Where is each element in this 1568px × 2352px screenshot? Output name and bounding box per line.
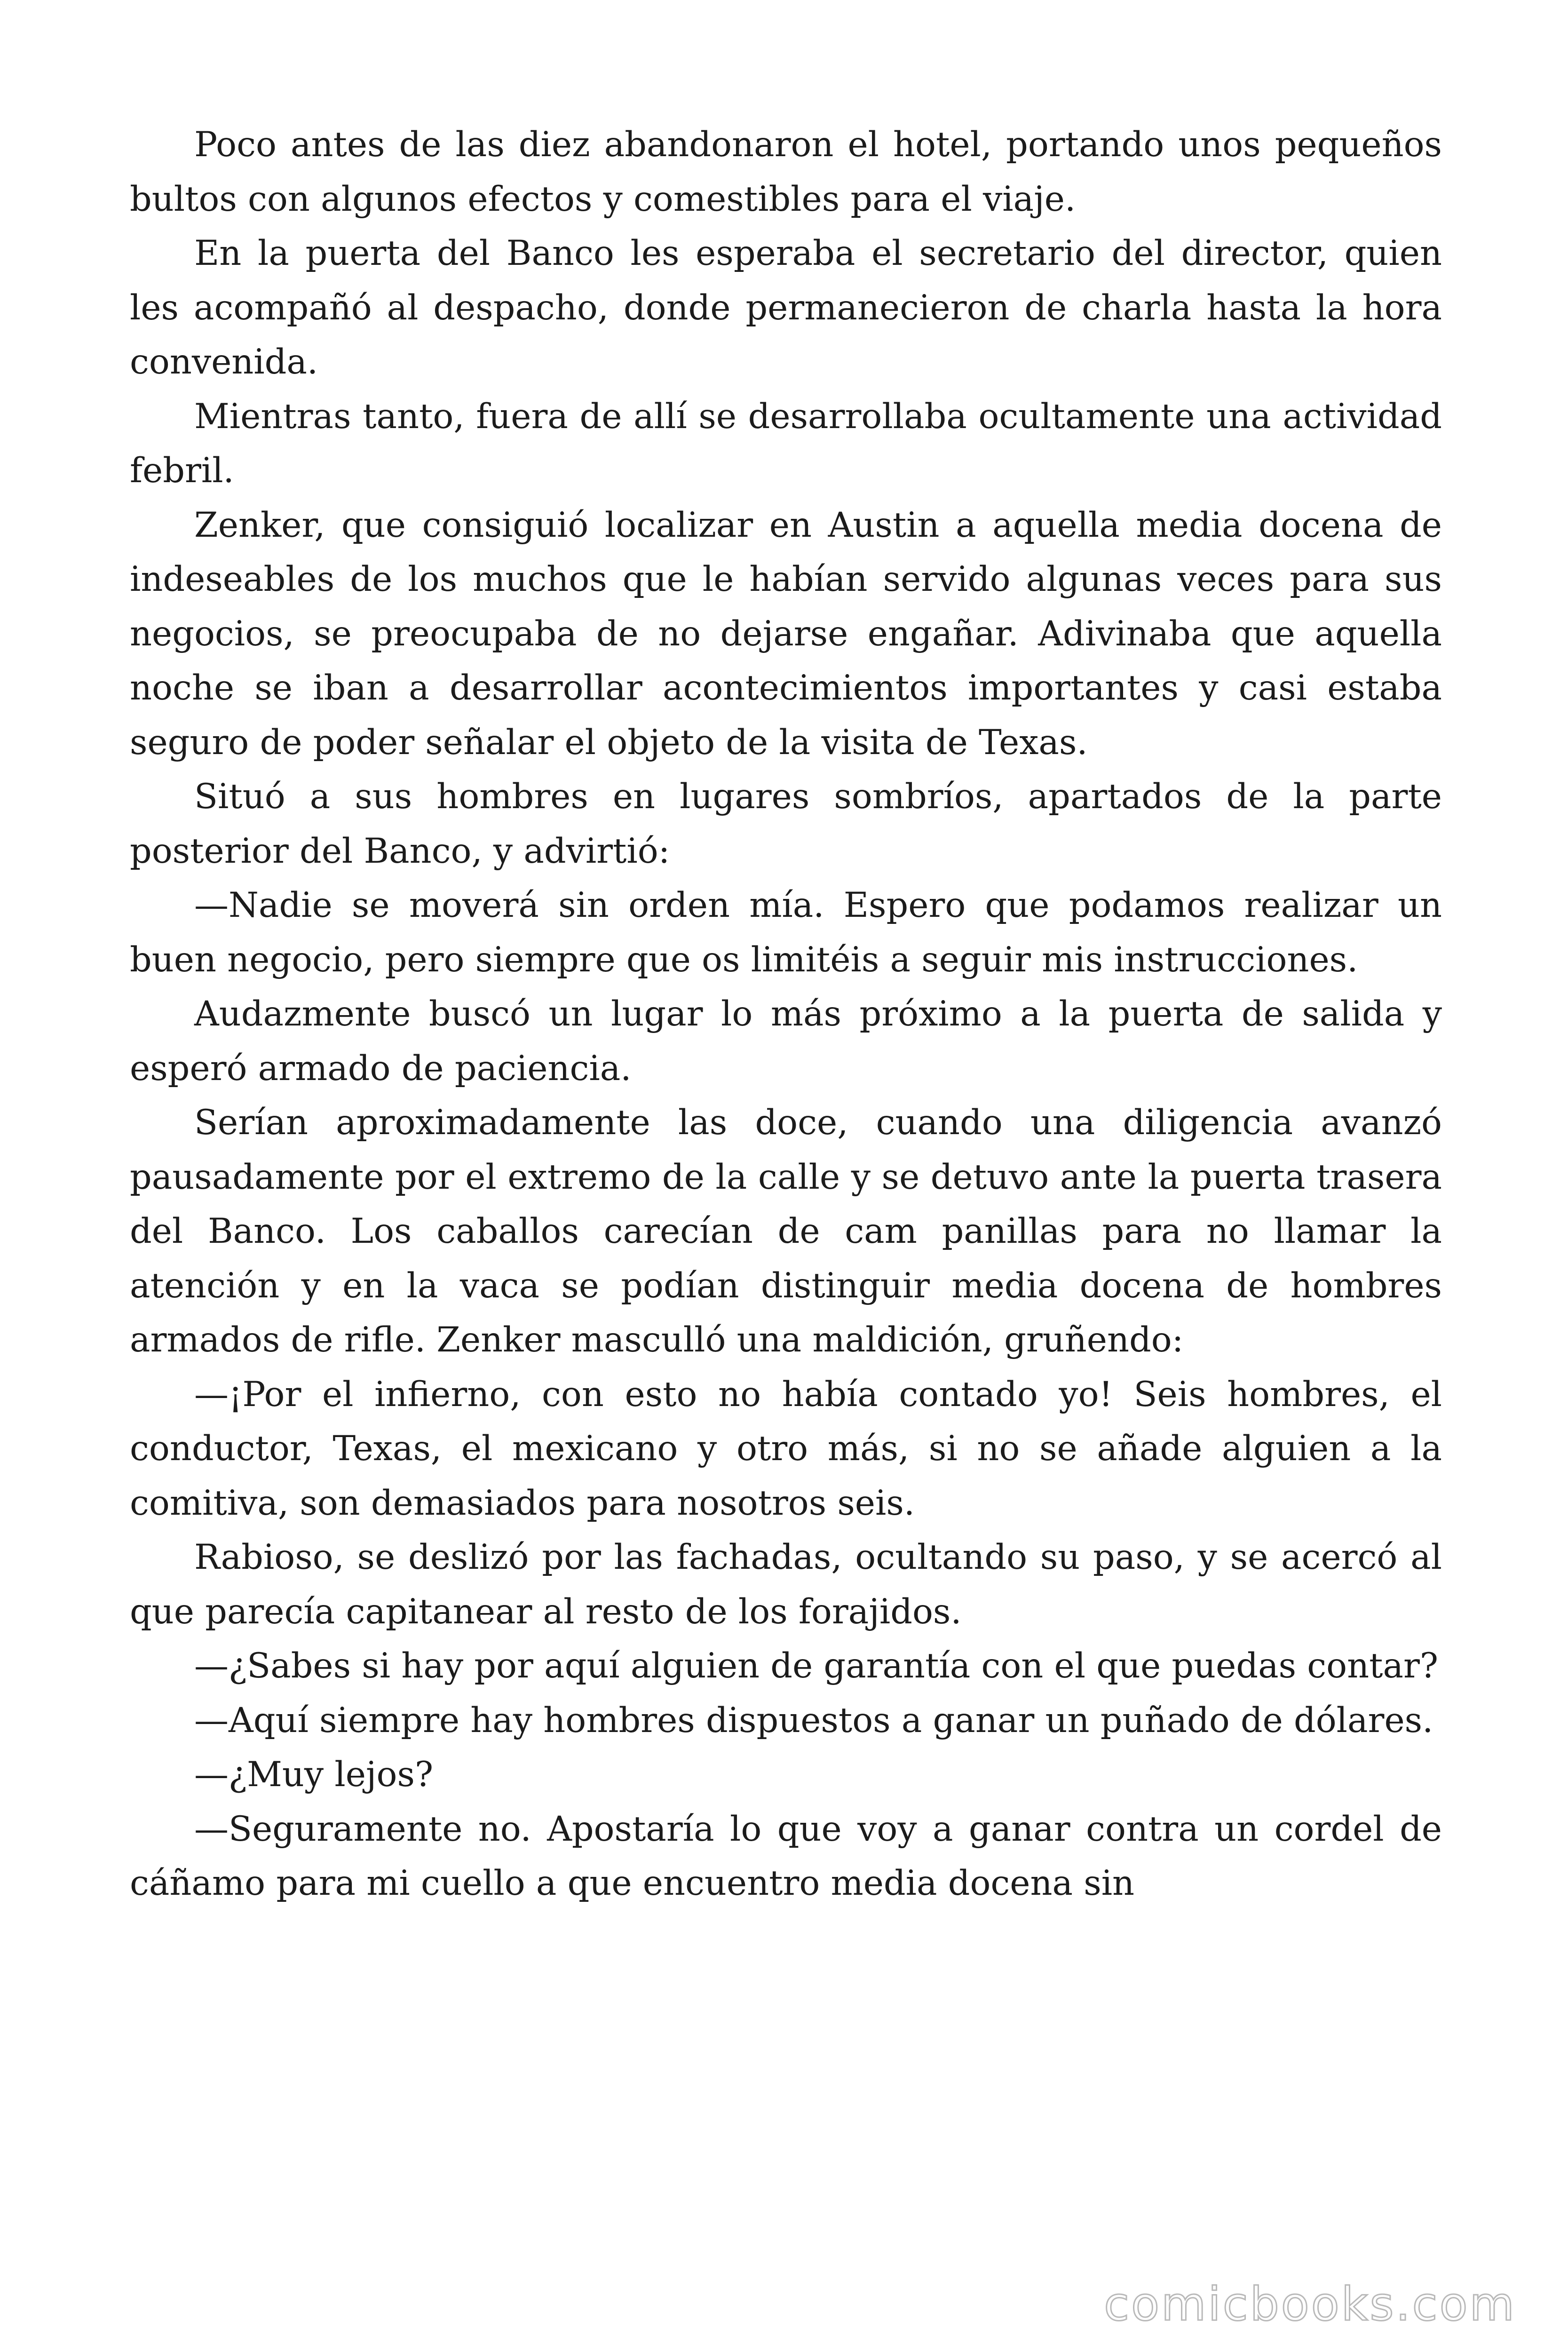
paragraph: Rabioso, se deslizó por las fachadas, ocultando su paso, y se acercó al que parecía capitanear al resto de los forajidos. bbox=[130, 1537, 1442, 1632]
paragraph: Zenker, que consiguió localizar en Austin a aquella media docena de indeseables de los muchos que le habían servido algunas veces para sus negocios, se preocupaba de no dejarse engañar. Adivinaba que aquella noche se iban a desarrollar acontecimientos importantes y casi estaba seguro de poder señalar el objeto de la visita de Texas. bbox=[130, 505, 1442, 763]
paragraph: Situó a sus hombres en lugares sombríos, apartados de la parte posterior del Banco, y advirtió: bbox=[130, 777, 1442, 871]
paragraph: —Seguramente no. Apostaría lo que voy a ganar contra un cordel de cáñamo para mi cuello a que encuentro media docena sin bbox=[130, 1809, 1442, 1903]
watermark: comicbooks.com bbox=[1104, 2278, 1516, 2331]
page-text bbox=[130, 118, 1442, 1911]
paragraph: Mientras tanto, fuera de allí se desarrollaba ocultamente una actividad febril. bbox=[130, 396, 1442, 491]
paragraph: —Aquí siempre hay hombres dispuestos a ganar un puñado de dólares. bbox=[194, 1700, 1433, 1740]
paragraph: —¡Por el infierno, con esto no había contado yo! Seis hombres, el conductor, Texas, el mexicano y otro más, si no se añade alguien a la comitiva, son demasiados para nosotros seis. bbox=[130, 1374, 1442, 1523]
paragraph: —¿Sabes si hay por aquí alguien de garantía con el que puedas contar? bbox=[194, 1646, 1439, 1686]
paragraph: Audazmente buscó un lugar lo más próximo a la puerta de salida y esperó armado de paciencia. bbox=[130, 994, 1442, 1089]
paragraph: —Nadie se moverá sin orden mía. Espero que podamos realizar un buen negocio, pero siempre que os limitéis a seguir mis instrucciones. bbox=[130, 885, 1442, 980]
paragraph: —¿Muy lejos? bbox=[194, 1755, 434, 1795]
paragraph: Poco antes de las diez abandonaron el hotel, portando unos pequeños bultos con algunos efectos y comestibles para el viaje. bbox=[130, 125, 1442, 219]
paragraph: Serían aproximadamente las doce, cuando una diligencia avanzó pausadamente por el extremo de la calle y se detuvo ante la puerta trasera del Banco. Los caballos carecían de cam panillas para no llamar la atención y en la vaca se podían distinguir media docena de hombres armados de rifle. Zenker masculló una maldición, gruñendo: bbox=[130, 1103, 1442, 1360]
paragraph: En la puerta del Banco les esperaba el secretario del director, quien les acompañó al despacho, donde permanecieron de charla hasta la hora convenida. bbox=[130, 233, 1442, 382]
